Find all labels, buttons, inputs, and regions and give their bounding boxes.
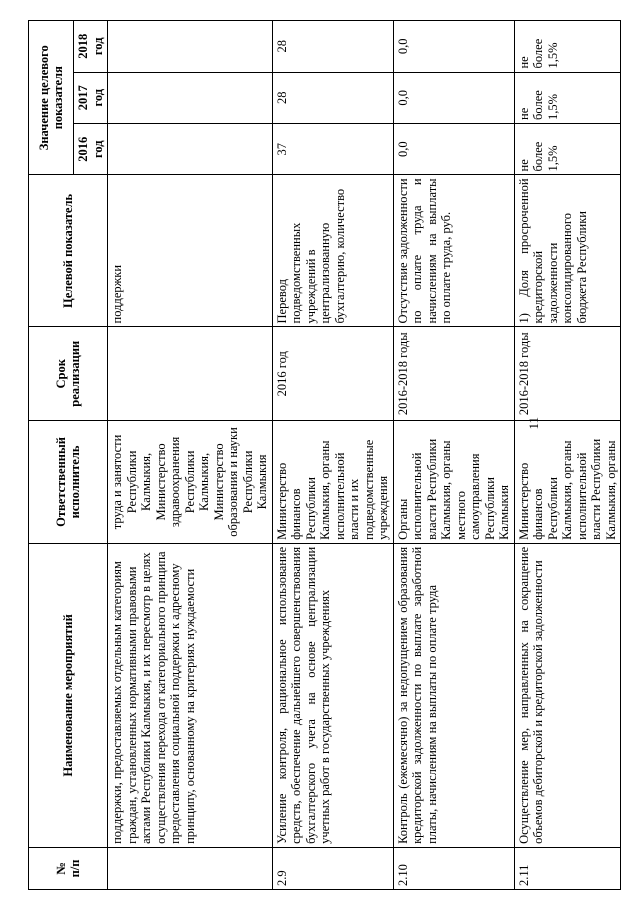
- row-name: Осуществление мер, направленных на сокращение объемов дебиторской и кредиторской задолженности: [514, 543, 621, 847]
- header-year-2017: 2017 год: [74, 72, 108, 123]
- header-year-2018: 2018 год: [74, 21, 108, 73]
- row-num: 2.10: [393, 847, 514, 889]
- row-term: 2016 год: [272, 327, 393, 421]
- page-number: 11: [526, 417, 541, 430]
- row-num: 2.11: [514, 847, 621, 889]
- row-value-2017: не более 1,5%: [514, 72, 621, 123]
- measures-table: [28, 20, 621, 890]
- row-name: Усиление контроля, рациональное использование средств, обеспечение дальнейшего совершенствования бухгалтерского учета на основе централизации учетных работ в государственных учреждениях: [272, 543, 393, 847]
- row-name: Контроль (ежемесячно) за недопущением образования кредиторской задолженности по выплате заработной платы, начислениям на выплаты по оплате труда: [393, 543, 514, 847]
- row-responsible: Органы исполнительной власти Республики Калмыкия, органы местного самоуправления Республики Калмыкия: [393, 421, 514, 544]
- row-value-2017: 28: [272, 72, 393, 123]
- row-term: 2016-2018 годы: [393, 327, 514, 421]
- row-value-2017: [108, 72, 273, 123]
- row-num: 2.9: [272, 847, 393, 889]
- row-indicator: Отсутствие задолженности по оплате труда и начислениям на выплаты по оплате труда, руб.: [393, 175, 514, 327]
- header-num: № п/п: [29, 847, 108, 889]
- row-indicator: поддержки: [108, 175, 273, 327]
- row-value-2016: 0,0: [393, 123, 514, 174]
- row-value-2018: 0,0: [393, 21, 514, 73]
- header-responsible: Ответственный исполнитель: [29, 421, 108, 544]
- header-target-values: Значение целевого показателя: [29, 21, 74, 175]
- row-value-2016: 37: [272, 123, 393, 174]
- row-value-2018: не более 1,5%: [514, 21, 621, 73]
- row-indicator: Перевод подведомственных учреждений в централизованную бухгалтерию, количество: [272, 175, 393, 327]
- row-value-2016: [108, 123, 273, 174]
- row-responsible: Министерство финансов Республики Калмыкия, органы исполнительной власти Республики Калмыкия, органы: [514, 421, 621, 544]
- row-term: 2016-2018 годы: [514, 327, 621, 421]
- header-indicator: Целевой показатель: [29, 175, 108, 327]
- row-indicator: 1) Доля просроченной кредиторской задолженности консолидированного бюджета Республики: [514, 175, 621, 327]
- row-responsible: труда и занятости Республики Калмыкия, Министерство здравоохранения Республики Калмыкия, Министерство образования и науки Республики Калмыкия: [108, 421, 273, 544]
- row-value-2017: 0,0: [393, 72, 514, 123]
- row-responsible: Министерство финансов Республики Калмыкия, органы исполнительной власти и их подведомственные учреждения: [272, 421, 393, 544]
- row-value-2016: не более 1,5%: [514, 123, 621, 174]
- rotated-page: [28, 20, 628, 890]
- header-term: Срок реализации: [29, 327, 108, 421]
- row-value-2018: 28: [272, 21, 393, 73]
- row-num: [108, 847, 273, 889]
- table-row: [514, 21, 621, 890]
- header-year-2016: 2016 год: [74, 123, 108, 174]
- header-name: Наименование мероприятий: [29, 543, 108, 847]
- table-row: [272, 21, 393, 890]
- row-term: [108, 327, 273, 421]
- table-row: [393, 21, 514, 890]
- row-name: поддержки, предоставляемых отдельным категориям граждан, установленных нормативными правовыми актами Республики Калмыкия, и их пересмотр в целях осуществления перехода от категориального принципа предоставления социальной поддержки к адресному принципу, основанному на критериях нуждаемости: [108, 543, 273, 847]
- table-row: [108, 21, 273, 890]
- row-value-2018: [108, 21, 273, 73]
- table-header-row: [29, 21, 74, 890]
